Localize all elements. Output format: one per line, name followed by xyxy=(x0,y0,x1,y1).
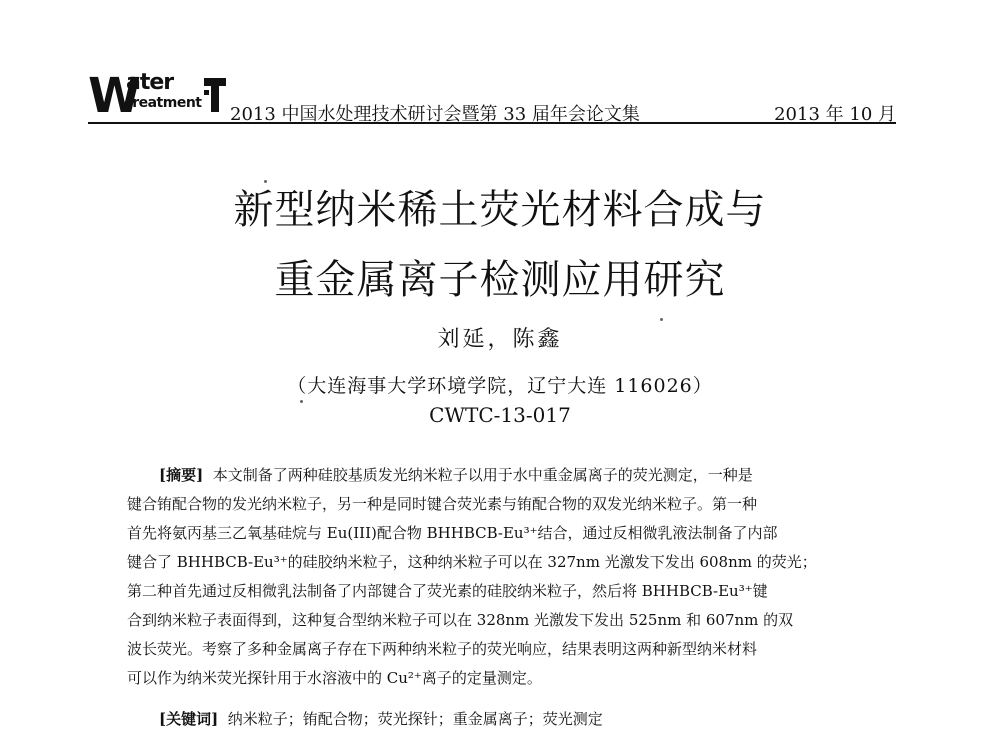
logo-mark-icon xyxy=(202,76,228,114)
abstract xyxy=(127,461,887,693)
scan-speck xyxy=(660,318,663,321)
paper-affiliation: （大连海事大学环境学院，辽宁大连 116026） xyxy=(287,375,713,397)
abstract-line: 首先将氨丙基三乙氧基硅烷与 Eu(III)配合物 BHHBCB-Eu³⁺结合，通过反相微乳液法制备了内部 xyxy=(127,524,778,542)
abstract-line: 键合铕配合物的发光纳米粒子，另一种是同时键合荧光素与铕配合物的双发光纳米粒子。第一种 xyxy=(127,495,758,513)
abstract-line: 键合了 BHHBCB-Eu³⁺的硅胶纳米粒子，这种纳米粒子可以在 327nm 光激发下发出 608nm 的荧光； xyxy=(127,553,817,571)
publication-date: 2013 年 10 月 xyxy=(774,104,896,125)
conference-name: 2013 中国水处理技术研讨会暨第 33 届年会论文集 xyxy=(230,104,640,125)
abstract-label: [摘要] xyxy=(159,466,204,484)
abstract-line: 波长荧光。考察了多种金属离子存在下两种纳米粒子的荧光响应，结果表明这两种新型纳米材料 xyxy=(127,640,758,658)
paper-title-line2: 重金属离子检测应用研究 xyxy=(274,257,726,303)
logo-word-bottom: treatment xyxy=(126,95,202,111)
paper-code: CWTC-13-017 xyxy=(429,403,571,427)
abstract-line: 可以作为纳米荧光探针用于水溶液中的 Cu²⁺离子的定量测定。 xyxy=(127,669,542,687)
scan-speck xyxy=(264,180,267,183)
abstract-line: 第二种首先通过反相微乳法制备了内部键合了荧光素的硅胶纳米粒子，然后将 BHHBCB-Eu³⁺键 xyxy=(127,582,768,600)
abstract-line xyxy=(127,461,887,490)
logo-letter: W xyxy=(88,68,137,124)
journal-logo xyxy=(88,68,230,124)
keywords-text: 纳米粒子；铕配合物；荧光探针；重金属离子；荧光测定 xyxy=(227,710,603,728)
paper-title-line1: 新型纳米稀土荧光材料合成与 xyxy=(233,187,767,233)
keywords-label: [关键词] xyxy=(159,710,219,728)
abstract-line-text: 本文制备了两种硅胶基质发光纳米粒子以用于水中重金属离子的荧光测定，一种是 xyxy=(212,466,753,484)
abstract-line: 合到纳米粒子表面得到，这种复合型纳米粒子可以在 328nm 光激发下发出 525nm 和 607nm 的双 xyxy=(127,611,794,629)
logo-word-top: ater xyxy=(126,70,174,95)
paper-authors: 刘延，陈鑫 xyxy=(437,327,563,352)
scan-speck xyxy=(300,400,303,403)
header-rule xyxy=(88,122,896,124)
